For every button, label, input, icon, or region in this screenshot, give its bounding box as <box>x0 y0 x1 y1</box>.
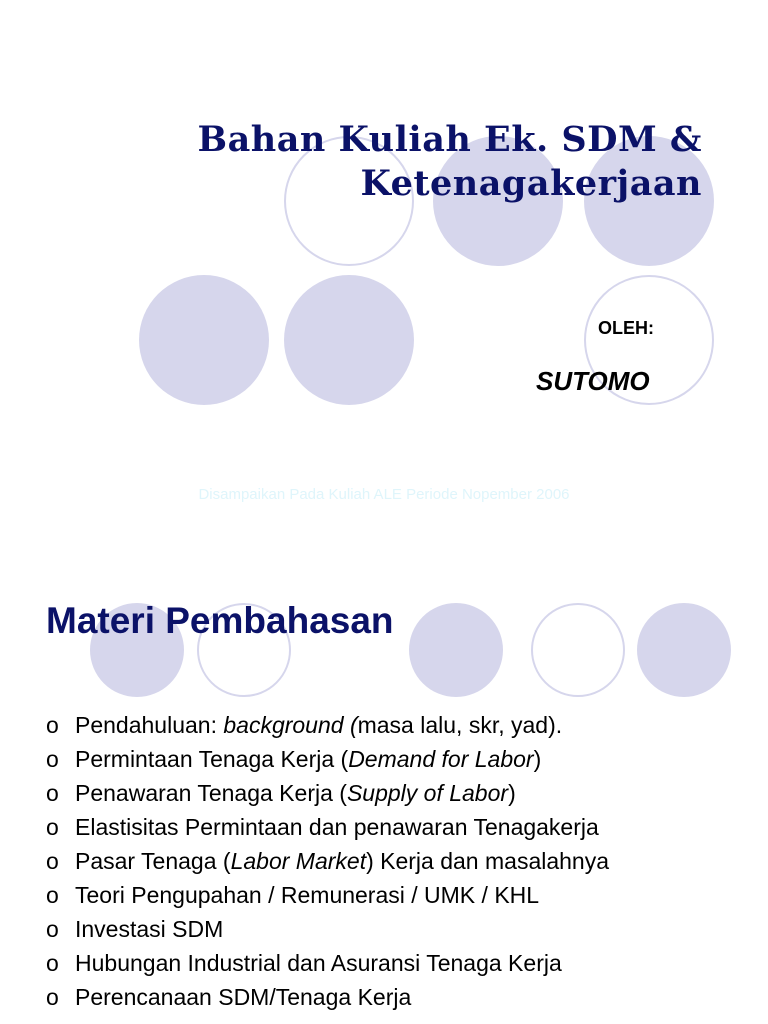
topic-text: Permintaan Tenaga Kerja ( <box>75 746 349 772</box>
topic-text: Hubungan Industrial dan Asuransi Tenaga Kerja <box>75 950 562 976</box>
decor-circle-filled <box>284 275 414 405</box>
topic-text-italic: Demand for Labor <box>348 746 534 772</box>
topic-text: Pendahuluan: <box>75 712 224 738</box>
footnote: Disampaikan Pada Kuliah ALE Periode Nopember 2006 <box>198 486 570 503</box>
topic-text-italic: background ( <box>223 712 358 738</box>
topic-text: masa lalu, skr, yad). <box>357 712 563 738</box>
title-line-1: Bahan Kuliah Ek. SDM & <box>197 119 702 160</box>
bullet-marker: o <box>46 916 59 942</box>
materi-title: Materi Pembahasan <box>46 600 394 641</box>
bullet-marker: o <box>46 848 59 874</box>
bullet-marker: o <box>46 984 59 1010</box>
slide-title-heading <box>198 118 702 206</box>
title-line-2: Ketenagakerjaan <box>360 163 702 204</box>
topic-text: Perencanaan SDM/Tenaga Kerja <box>75 984 412 1010</box>
topic-text: Teori Pengupahan / Remunerasi / UMK / KHL <box>75 882 540 908</box>
topic-text: Investasi SDM <box>75 916 224 942</box>
topic-item <box>46 912 609 946</box>
topic-text: ) Kerja dan masalahnya <box>366 848 610 874</box>
topic-item <box>46 708 609 742</box>
topic-list <box>46 708 609 1014</box>
topic-item <box>46 980 609 1014</box>
decor-circle-outline <box>531 603 625 697</box>
oleh-label: OLEH: <box>598 318 654 338</box>
topic-text: ) <box>533 746 542 772</box>
decor-circle-filled <box>139 275 269 405</box>
slide-materi <box>0 575 768 1024</box>
topic-text: ) <box>508 780 516 806</box>
topic-item <box>46 878 609 912</box>
topic-text-italic: Labor Market <box>230 848 367 874</box>
topic-text: Pasar Tenaga ( <box>75 848 231 874</box>
topic-text: Elastisitas Permintaan dan penawaran Tenagakerja <box>75 814 599 840</box>
bullet-marker: o <box>46 780 59 806</box>
bullet-marker: o <box>46 746 59 772</box>
bullet-marker: o <box>46 882 59 908</box>
topic-item <box>46 742 609 776</box>
author-name: SUTOMO <box>536 366 650 396</box>
topic-item <box>46 844 609 878</box>
topic-text: Penawaran Tenaga Kerja ( <box>75 780 347 806</box>
topic-text-italic: Supply of Labor <box>346 780 509 806</box>
bullet-marker: o <box>46 814 59 840</box>
decor-circle-filled <box>409 603 503 697</box>
topic-item <box>46 776 609 810</box>
bullet-marker: o <box>46 950 59 976</box>
topic-item <box>46 810 609 844</box>
decor-circle-filled <box>637 603 731 697</box>
topic-item <box>46 946 609 980</box>
bullet-marker: o <box>46 712 59 738</box>
